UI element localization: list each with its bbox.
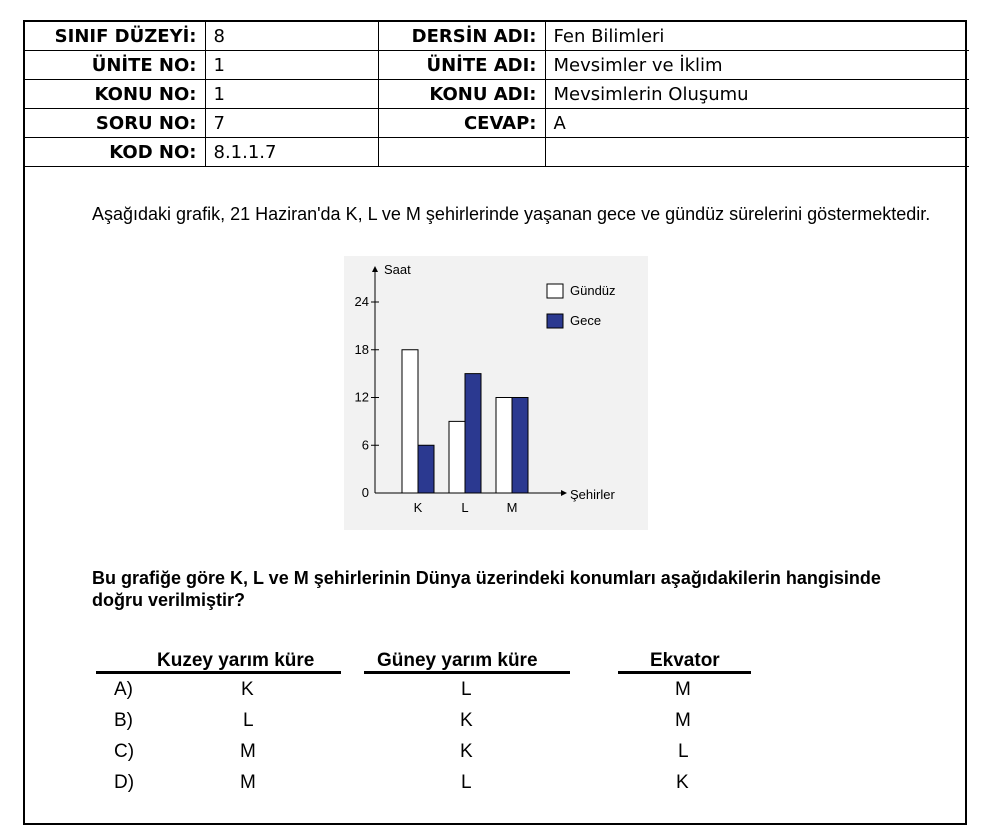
option-a-north: K [241, 679, 254, 700]
header-underline [618, 671, 751, 674]
column-header-equator: Ekvator [650, 650, 720, 671]
option-d-equator: K [676, 772, 689, 793]
topic-no-label: KONU NO: [25, 80, 205, 109]
option-d-south: L [461, 772, 472, 793]
y-tick-label: 18 [354, 341, 369, 357]
unit-no-label: ÜNİTE NO: [25, 51, 205, 80]
course-value: Fen Bilimleri [545, 22, 969, 51]
code-value: 8.1.1.7 [205, 138, 378, 167]
option-a-south: L [461, 679, 472, 700]
topic-name-value: Mevsimlerin Oluşumu [545, 80, 969, 109]
grade-value: 8 [205, 22, 378, 51]
option-c-label[interactable]: C) [114, 741, 135, 762]
header-underline [364, 671, 570, 674]
option-a-label[interactable]: A) [114, 679, 133, 700]
option-c-equator: L [678, 741, 689, 762]
code-label: KOD NO: [25, 138, 205, 167]
y-axis-label: Saat [384, 262, 411, 277]
option-b-south: K [460, 710, 473, 731]
x-tick-label: K [413, 500, 423, 515]
intro-text: Aşağıdaki grafik, 21 Haziran'da K, L ve M şehirlerinde yaşanan gece ve gündüz sürelerini göstermektedir. [92, 204, 931, 224]
option-a-equator: M [675, 679, 691, 700]
y-tick-label: 12 [354, 389, 369, 405]
option-d-north: M [240, 772, 256, 793]
y-tick-label: 6 [361, 437, 369, 453]
question-text: Bu grafiğe göre K, L ve M şehirlerinin Dünya üzerindeki konumları aşağıdakilerin hangisinde doğru verilmiştir? [92, 568, 881, 610]
option-b-equator: M [675, 710, 691, 731]
course-label: DERSİN ADI: [378, 22, 545, 51]
y-tick-label: 0 [361, 485, 369, 500]
option-d-label[interactable]: D) [114, 772, 135, 793]
question-no-label: SORU NO: [25, 109, 205, 138]
option-c-south: K [460, 741, 473, 762]
x-tick-label: M [506, 500, 518, 515]
answer-label: CEVAP: [378, 109, 545, 138]
question-no-value: 7 [205, 109, 378, 138]
answer-value: A [545, 109, 969, 138]
unit-name-label: ÜNİTE ADI: [378, 51, 545, 80]
topic-name-label: KONU ADI: [378, 80, 545, 109]
x-axis-label: Şehirler [570, 487, 615, 502]
column-header-north: Kuzey yarım küre [157, 650, 315, 671]
grade-label: SINIF DÜZEYİ: [25, 22, 205, 51]
x-tick-label: L [461, 500, 469, 515]
unit-name-value: Mevsimler ve İklim [545, 51, 969, 80]
header-underline [96, 671, 341, 674]
unit-no-value: 1 [205, 51, 378, 80]
option-b-label[interactable]: B) [114, 710, 133, 731]
option-b-north: L [243, 710, 254, 731]
topic-no-value: 1 [205, 80, 378, 109]
legend-label-gündüz: Gündüz [570, 283, 616, 298]
option-c-north: M [240, 741, 256, 762]
column-header-south: Güney yarım küre [377, 650, 538, 671]
y-tick-label: 24 [354, 294, 369, 309]
legend-label-gece: Gece [570, 313, 602, 328]
